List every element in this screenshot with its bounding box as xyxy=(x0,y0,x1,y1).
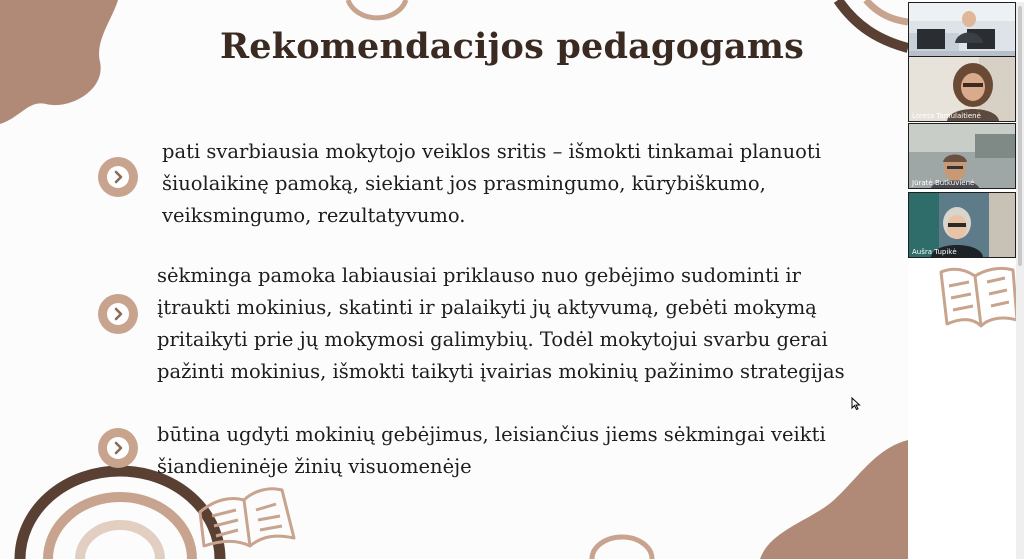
text-line: pažinti mokinius, išmokti taikyti įvairias mokinių pažinimo strategijas xyxy=(157,360,845,383)
bullet-text-1 xyxy=(162,136,821,232)
bullet-text-3 xyxy=(157,419,826,483)
slide-title: Rekomendacijos pedagogams xyxy=(220,26,804,67)
participant-name: Loreta Tamulaitienė xyxy=(912,112,981,120)
bullet-marker xyxy=(98,428,138,468)
participant-name: Jūratė Butkuvienė xyxy=(912,179,975,187)
text-line: šiandieninėje žinių visuomenėje xyxy=(157,455,472,478)
text-line: būtina ugdyti mokinių gebėjimus, leisiančius jiems sėkmingai veikti xyxy=(157,423,826,446)
participant-tile-3[interactable] xyxy=(908,123,1016,189)
chevron-right-icon xyxy=(107,437,129,459)
bullet-text-2 xyxy=(157,260,845,388)
participant-name: Aušra Tupikė xyxy=(912,248,957,256)
participant-tile-4[interactable] xyxy=(908,192,1016,258)
text-line: įtraukti mokinius, skatinti ir palaikyti jų aktyvumą, gebėti mokymą xyxy=(157,296,817,319)
text-line: šiuolaikinę pamoką, siekiant jos prasmingumo, kūrybiškumo, xyxy=(162,172,766,195)
text-line: sėkminga pamoka labiausiai priklauso nuo gebėjimo sudominti ir xyxy=(157,264,801,287)
bullet-marker xyxy=(98,157,138,197)
book-icon xyxy=(935,262,1021,334)
chevron-right-icon xyxy=(107,303,129,325)
bullet-marker xyxy=(98,294,138,334)
chevron-right-icon xyxy=(107,166,129,188)
text-line: pati svarbiausia mokytojo veiklos sritis – išmokti tinkamai planuoti xyxy=(162,140,821,163)
text-line: veiksmingumo, rezultatyvumo. xyxy=(162,204,466,227)
scrollbar[interactable] xyxy=(1016,2,1024,559)
mouse-cursor-icon xyxy=(851,397,861,411)
text-line: pritaikyti prie jų mokymosi galimybių. Todėl mokytojui svarbu gerai xyxy=(157,328,828,351)
